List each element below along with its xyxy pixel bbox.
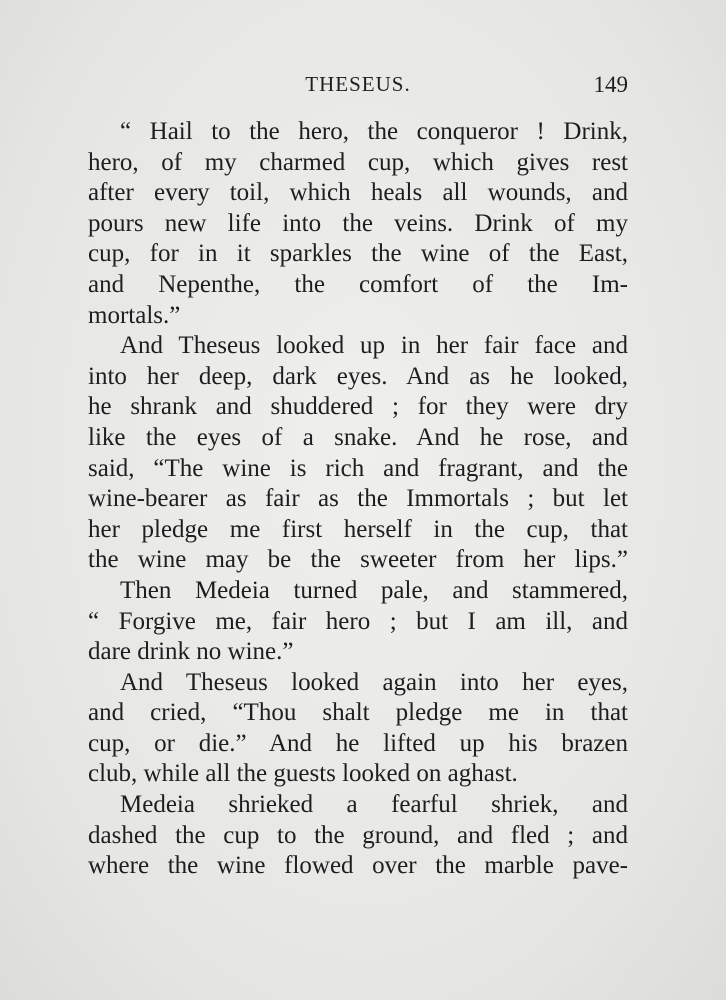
text-line: cup, for in it sparkles the wine of the East, xyxy=(88,240,628,268)
text-line: where the wine flowed over the marble pave- xyxy=(88,852,628,880)
text-line: and Nepenthe, the comfort of the Im- xyxy=(88,270,628,298)
body-text xyxy=(88,117,628,882)
text-line: And Theseus looked again into her eyes, xyxy=(120,668,628,696)
text-line: Then Medeia turned pale, and stammered, xyxy=(120,576,628,604)
text-line: cup, or die.” And he lifted up his brazen xyxy=(88,729,628,757)
text-line: the wine may be the sweeter from her lips.” xyxy=(88,546,628,574)
text-line: Medeia shrieked a fearful shriek, and xyxy=(120,791,628,819)
text-line: wine-bearer as fair as the Immortals ; but let xyxy=(88,485,628,513)
text-line: after every toil, which heals all wounds, and xyxy=(88,179,628,207)
page-number: 149 xyxy=(593,72,628,97)
page-header xyxy=(88,72,628,102)
text-line: “ Hail to the hero, the conqueror ! Drink, xyxy=(120,118,628,145)
text-line: like the eyes of a snake. And he rose, and xyxy=(88,423,628,451)
text-line: dashed the cup to the ground, and fled ; and xyxy=(88,821,628,849)
text-line: dare drink no wine.” xyxy=(88,638,294,666)
text-line: “ Forgive me, fair hero ; but I am ill, and xyxy=(88,607,628,635)
text-line: pours new life into the veins. Drink of my xyxy=(88,209,628,237)
text-line: hero, of my charmed cup, which gives rest xyxy=(88,148,628,176)
text-line: said, “The wine is rich and fragrant, and the xyxy=(88,454,628,482)
text-line: into her deep, dark eyes. And as he looked, xyxy=(88,362,628,390)
text-line: and cried, “Thou shalt pledge me in that xyxy=(88,699,628,727)
text-line: he shrank and shuddered ; for they were dry xyxy=(88,393,628,421)
text-line: club, while all the guests looked on aghast. xyxy=(88,760,518,788)
running-title: THESEUS. xyxy=(305,72,411,96)
text-line: her pledge me first herself in the cup, that xyxy=(88,515,628,543)
text-line: mortals.” xyxy=(88,301,181,329)
text-line: And Theseus looked up in her fair face and xyxy=(120,332,628,360)
